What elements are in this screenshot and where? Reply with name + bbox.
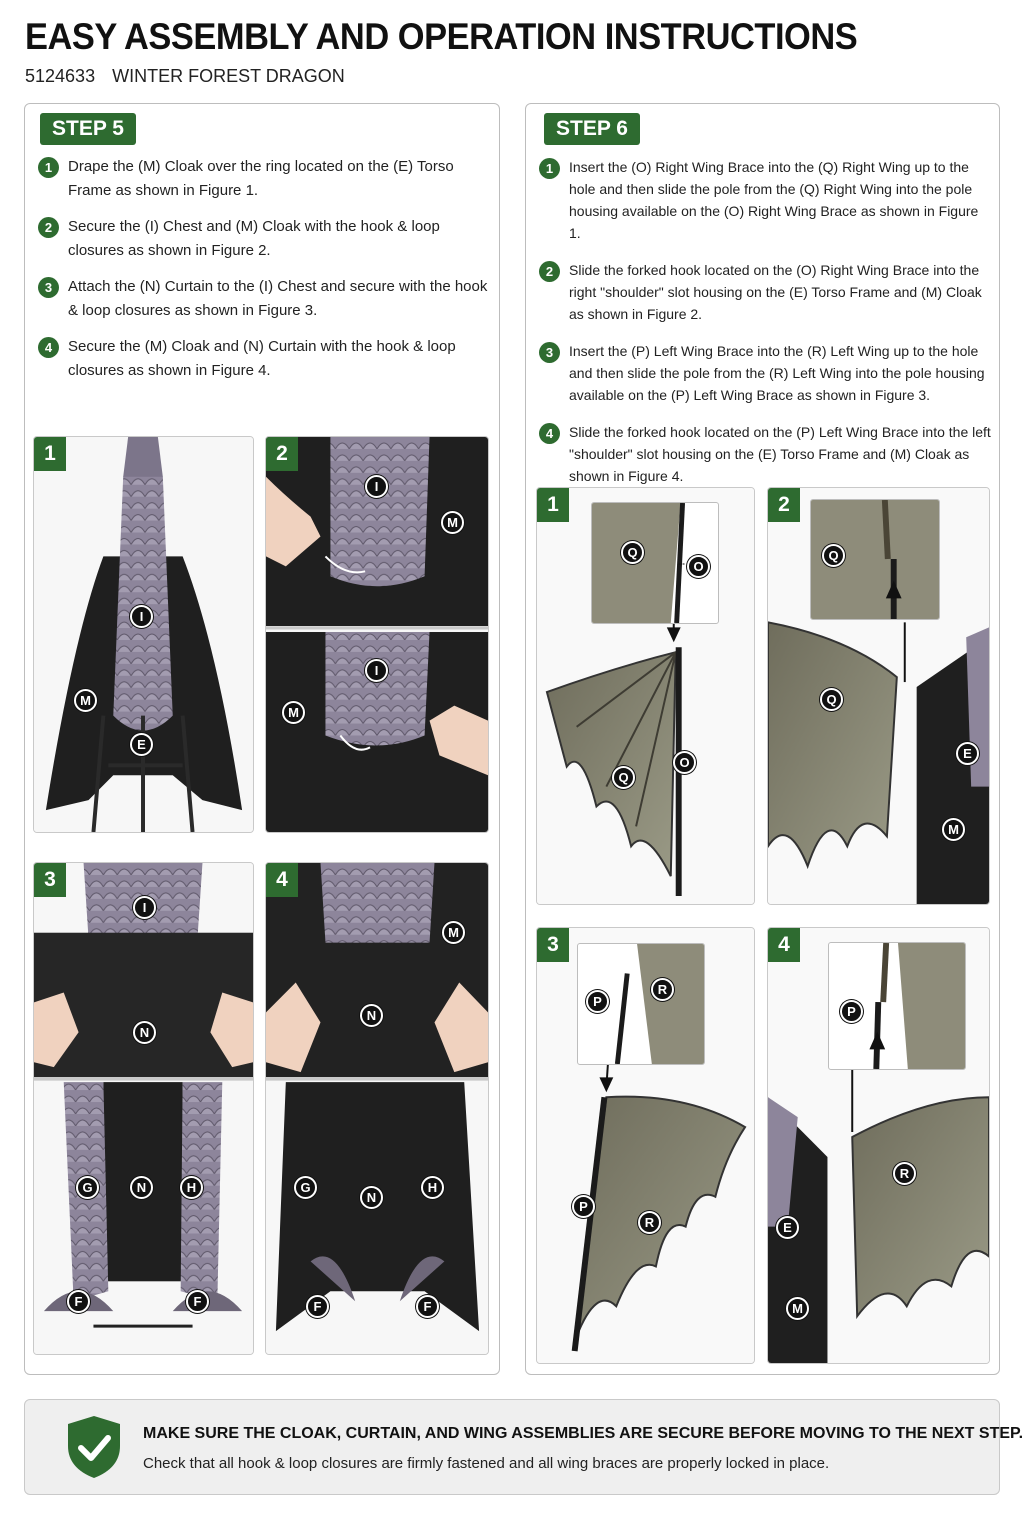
step5-figure-3 bbox=[33, 862, 254, 1355]
instruction-text: Secure the (M) Cloak and (N) Curtain with the hook & loop closures as shown in Figure 4. bbox=[68, 338, 456, 379]
instruction-text: Slide the forked hook located on the (P) Left Wing Brace into the left "shoulder" slot housing on the (E) Torso Frame and (M) Cloak as shown in Figure 4. bbox=[569, 424, 991, 484]
figure-number: 1 bbox=[34, 437, 66, 471]
part-label-I: I bbox=[365, 475, 388, 498]
instruction-text: Attach the (N) Curtain to the (I) Chest and secure with the hook & loop closures as shown in Figure 3. bbox=[68, 278, 488, 319]
part-label-E: E bbox=[956, 742, 979, 765]
step5-figure-4 bbox=[265, 862, 489, 1355]
figure-number: 4 bbox=[266, 863, 298, 897]
part-label-N: N bbox=[360, 1186, 383, 1209]
step-number: 4 bbox=[38, 337, 59, 358]
part-label-I: I bbox=[130, 605, 153, 628]
step-number: 3 bbox=[539, 342, 560, 363]
step-number: 2 bbox=[38, 217, 59, 238]
part-label-Q: Q bbox=[820, 688, 843, 711]
step6-panel bbox=[525, 103, 1000, 1375]
dragon-torso-cloak-illustration bbox=[34, 437, 253, 832]
safety-text: Check that all hook & loop closures are firmly fastened and all wing braces are properly locked in place. bbox=[143, 1455, 830, 1472]
part-label-P: P bbox=[586, 990, 609, 1013]
instruction-item bbox=[539, 259, 991, 325]
step6-figure-4 bbox=[767, 927, 990, 1364]
product-code: 5124633 bbox=[25, 66, 96, 86]
shield-check-icon bbox=[65, 1414, 123, 1480]
part-label-R: R bbox=[638, 1211, 661, 1234]
figure-number: 1 bbox=[537, 488, 569, 522]
part-label-O: O bbox=[673, 751, 696, 774]
instruction-text: Drape the (M) Cloak over the ring located on the (E) Torso Frame as shown in Figure 1. bbox=[68, 158, 454, 199]
part-label-M: M bbox=[786, 1297, 809, 1320]
step6-figure-1 bbox=[536, 487, 755, 905]
instruction-text: Slide the forked hook located on the (O) Right Wing Brace into the right "shoulder" slot housing on the (E) Torso Frame and (M) Cloak as shown in Figure 2. bbox=[569, 262, 982, 322]
part-label-I: I bbox=[365, 659, 388, 682]
part-label-G: G bbox=[294, 1176, 317, 1199]
step5-instructions bbox=[38, 155, 488, 383]
instruction-item bbox=[38, 155, 488, 203]
instruction-text: Secure the (I) Chest and (M) Cloak with the hook & loop closures as shown in Figure 2. bbox=[68, 218, 440, 259]
product-line bbox=[25, 66, 357, 87]
step6-badge: STEP 6 bbox=[544, 113, 640, 145]
step-number: 2 bbox=[539, 261, 560, 282]
figure-number: 4 bbox=[768, 928, 800, 962]
part-label-P: P bbox=[840, 1000, 863, 1023]
instruction-item bbox=[539, 421, 991, 487]
part-label-G: G bbox=[76, 1176, 99, 1199]
figure-number: 2 bbox=[768, 488, 800, 522]
step5-badge: STEP 5 bbox=[40, 113, 136, 145]
step-number: 1 bbox=[539, 158, 560, 179]
step6-figure-2 bbox=[767, 487, 990, 905]
safety-heading: MAKE SURE THE CLOAK, CURTAIN, AND WING ASSEMBLIES ARE SECURE BEFORE MOVING TO THE NEXT STEP. bbox=[143, 1425, 1024, 1442]
safety-note bbox=[24, 1399, 1024, 1495]
step6-instructions bbox=[539, 156, 991, 487]
instruction-item bbox=[38, 275, 488, 323]
instruction-text: Insert the (P) Left Wing Brace into the (R) Left Wing up to the hole and then slide the pole from the (R) Left Wing into the pole housing available on the (P) Left Wing Brace as shown in Figure 3. bbox=[569, 343, 985, 403]
part-label-N: N bbox=[360, 1004, 383, 1027]
part-label-H: H bbox=[180, 1176, 203, 1199]
figure-number: 3 bbox=[34, 863, 66, 897]
instruction-item bbox=[539, 340, 991, 406]
part-label-M: M bbox=[282, 701, 305, 724]
instruction-item bbox=[539, 156, 991, 244]
instruction-item bbox=[38, 335, 488, 383]
part-label-R: R bbox=[893, 1162, 916, 1185]
instruction-text: Insert the (O) Right Wing Brace into the (Q) Right Wing up to the hole and then slide the pole from the (Q) Right Wing into the pole housing available on the (O) Right Wing Brace as shown in Figure 1. bbox=[569, 159, 979, 241]
part-label-Q: Q bbox=[621, 541, 644, 564]
part-label-E: E bbox=[776, 1216, 799, 1239]
part-label-N: N bbox=[130, 1176, 153, 1199]
part-label-E: E bbox=[130, 733, 153, 756]
part-label-Q: Q bbox=[612, 766, 635, 789]
part-label-M: M bbox=[74, 689, 97, 712]
page-title: EASY ASSEMBLY AND OPERATION INSTRUCTIONS bbox=[25, 16, 858, 57]
curtain-attach-illustration bbox=[34, 863, 253, 1354]
part-label-F: F bbox=[306, 1295, 329, 1318]
part-label-N: N bbox=[133, 1021, 156, 1044]
part-label-P: P bbox=[572, 1195, 595, 1218]
step-number: 4 bbox=[539, 423, 560, 444]
part-label-F: F bbox=[416, 1295, 439, 1318]
step-number: 3 bbox=[38, 277, 59, 298]
instruction-item bbox=[38, 215, 488, 263]
figure-number: 2 bbox=[266, 437, 298, 471]
part-label-M: M bbox=[441, 511, 464, 534]
part-label-M: M bbox=[442, 921, 465, 944]
part-label-H: H bbox=[421, 1176, 444, 1199]
part-label-O: O bbox=[687, 555, 710, 578]
figure-number: 3 bbox=[537, 928, 569, 962]
part-label-I: I bbox=[133, 896, 156, 919]
part-label-F: F bbox=[67, 1290, 90, 1313]
step5-panel bbox=[24, 103, 500, 1375]
part-label-R: R bbox=[651, 978, 674, 1001]
step-number: 1 bbox=[38, 157, 59, 178]
part-label-M: M bbox=[942, 818, 965, 841]
step5-figure-1 bbox=[33, 436, 254, 833]
step5-figure-2 bbox=[265, 436, 489, 833]
part-label-F: F bbox=[186, 1290, 209, 1313]
step6-figure-3 bbox=[536, 927, 755, 1364]
part-label-Q: Q bbox=[822, 544, 845, 567]
product-name: WINTER FOREST DRAGON bbox=[112, 66, 345, 86]
